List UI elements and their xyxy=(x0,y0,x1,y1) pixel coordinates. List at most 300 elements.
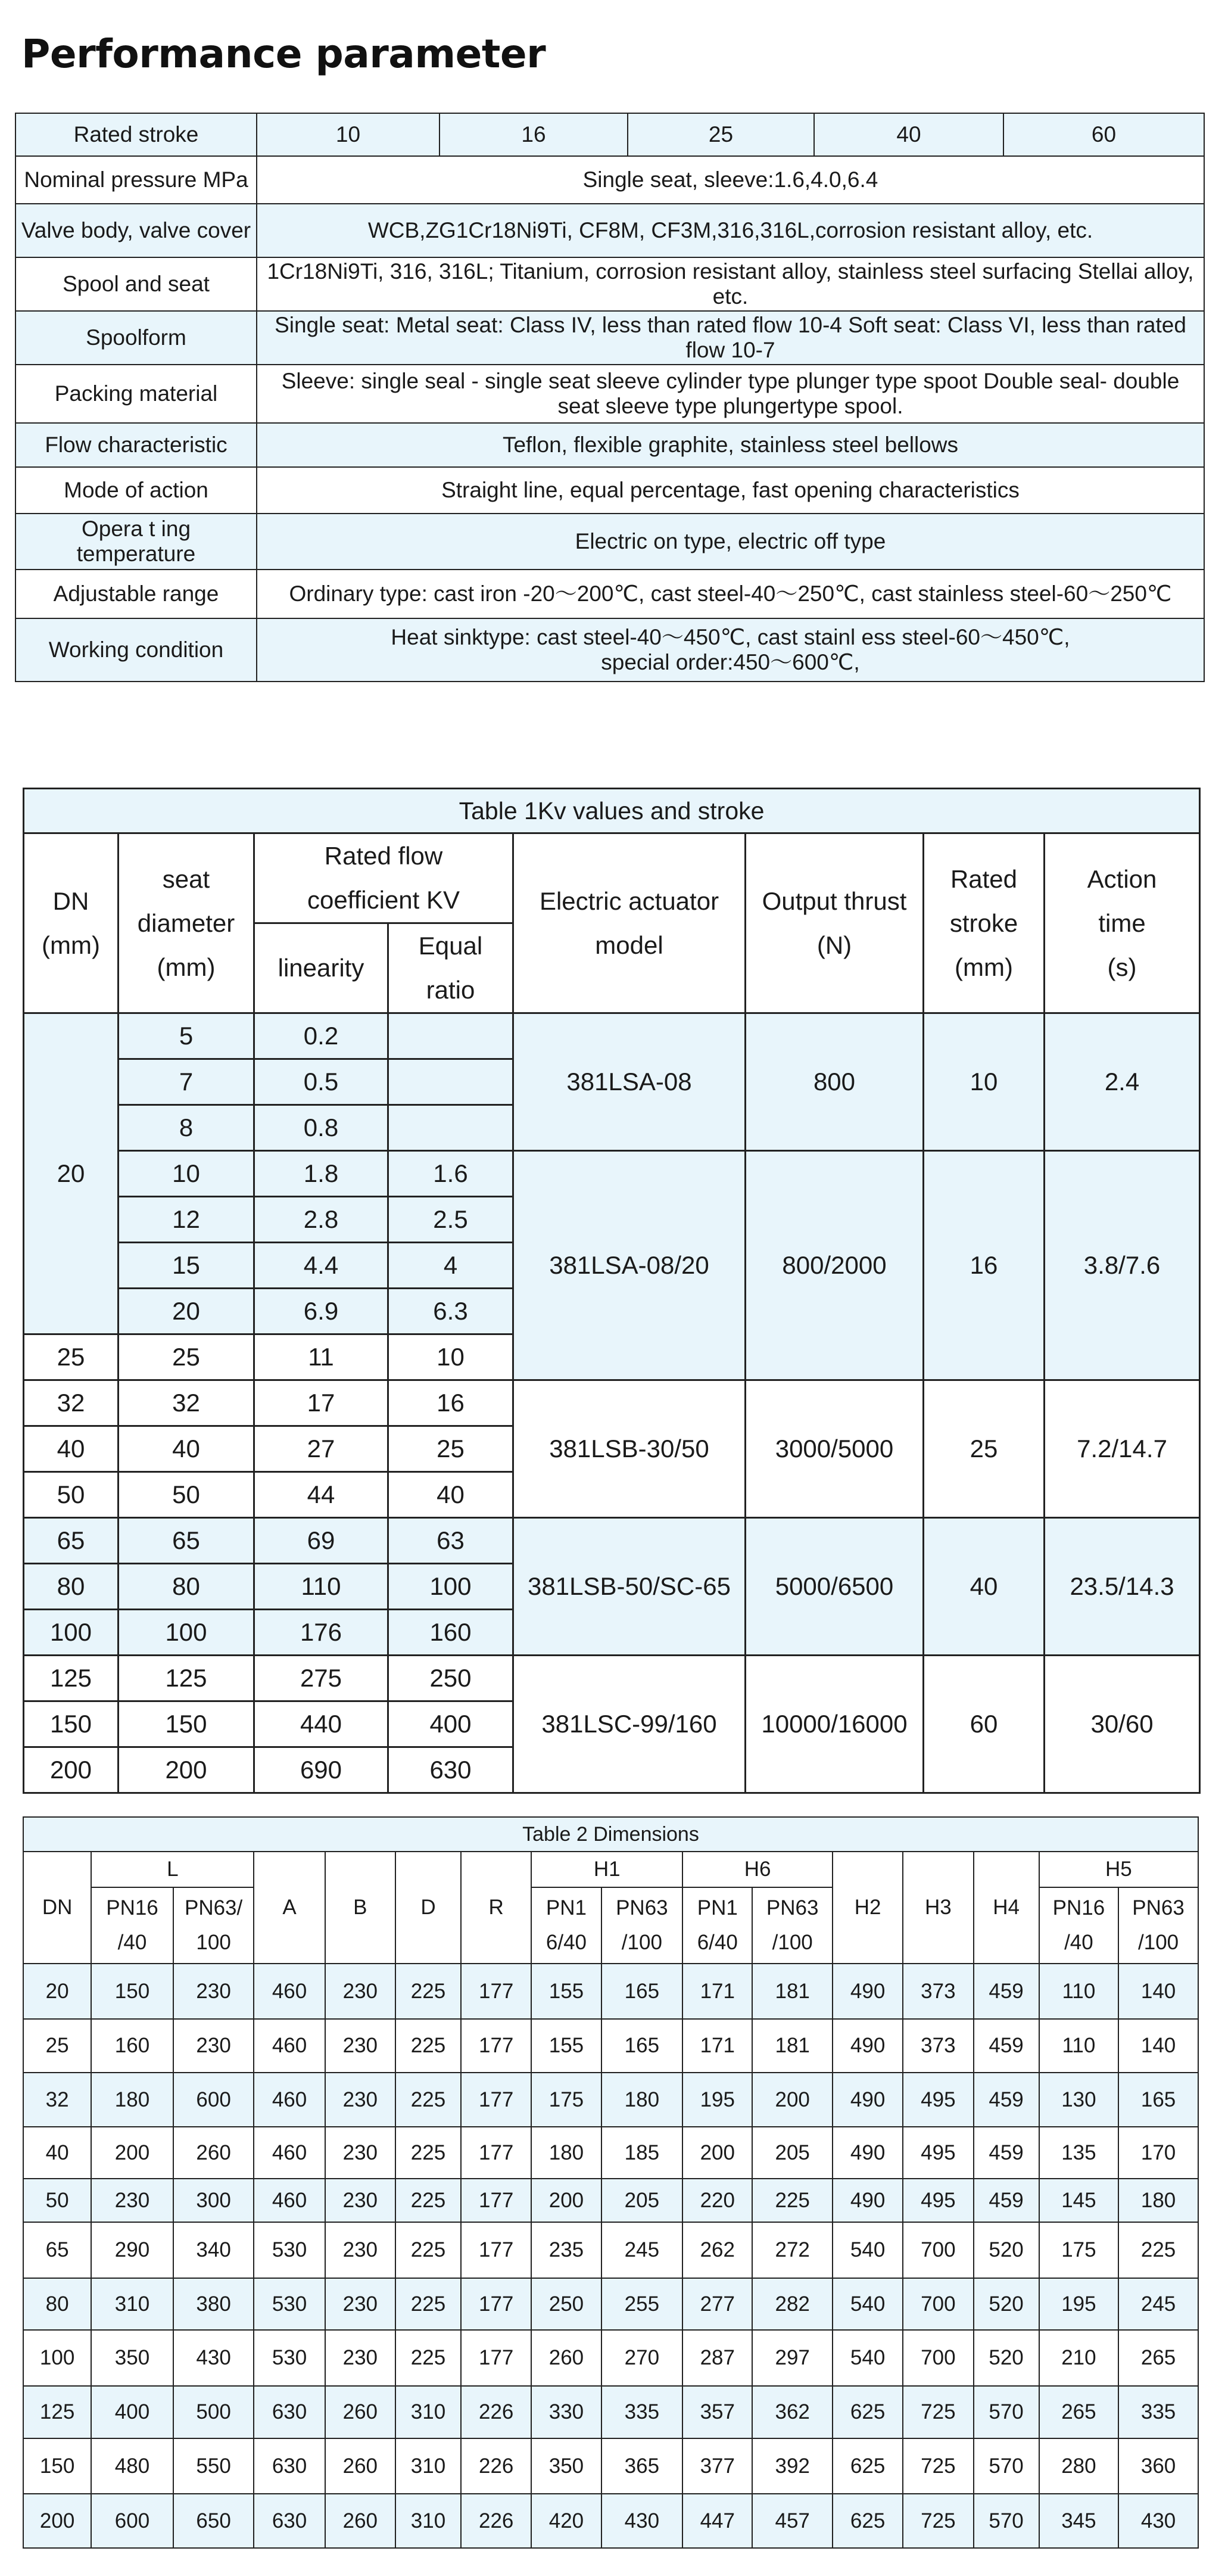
dims-value: 530 xyxy=(254,2222,325,2278)
dims-value: 310 xyxy=(395,2438,461,2494)
dimensions-table xyxy=(23,1816,1199,2549)
dims-value: 155 xyxy=(531,1964,601,2019)
dims-value: 230 xyxy=(173,2019,254,2073)
kv-equal-ratio: 250 xyxy=(388,1656,513,1701)
perf-value: Teflon, flexible graphite, stainless steel bellows xyxy=(257,423,1204,467)
table-row xyxy=(23,2127,1198,2179)
dims-value: 225 xyxy=(752,2179,833,2222)
perf-value: Straight line, equal percentage, fast opening characteristics xyxy=(257,467,1204,514)
header-output-thrust: Output thrust (N) xyxy=(746,833,924,1013)
dims-value: 460 xyxy=(254,2127,325,2179)
kv-rated-stroke: 40 xyxy=(924,1518,1045,1656)
dims-value: 175 xyxy=(531,2073,601,2127)
table-caption: Table 1Kv values and stroke xyxy=(24,789,1200,833)
kv-linearity: 4.4 xyxy=(254,1243,388,1289)
dims-value: 460 xyxy=(254,2179,325,2222)
dims-value: 260 xyxy=(173,2127,254,2179)
dims-value: 490 xyxy=(833,1964,903,2019)
dims-value: 630 xyxy=(254,2494,325,2548)
header-h6: H6 xyxy=(682,1852,833,1887)
dims-value: 490 xyxy=(833,2019,903,2073)
dims-value: 181 xyxy=(752,1964,833,2019)
kv-seat: 20 xyxy=(119,1289,254,1334)
dims-value: 495 xyxy=(903,2179,973,2222)
dims-value: 205 xyxy=(601,2179,683,2222)
kv-linearity: 2.8 xyxy=(254,1197,388,1243)
dims-value: 270 xyxy=(601,2330,683,2386)
kv-rated-stroke: 60 xyxy=(924,1656,1045,1793)
kv-seat: 80 xyxy=(119,1564,254,1610)
kv-linearity: 1.8 xyxy=(254,1151,388,1197)
dims-value: 540 xyxy=(833,2330,903,2386)
header-dn: DN (mm) xyxy=(24,833,119,1013)
perf-stroke-cell: 60 xyxy=(1003,113,1204,156)
kv-linearity: 176 xyxy=(254,1610,388,1656)
dims-value: 310 xyxy=(395,2494,461,2548)
dims-value: 226 xyxy=(461,2438,531,2494)
dims-value: 530 xyxy=(254,2330,325,2386)
header-h2: H2 xyxy=(833,1852,903,1964)
header-h6-pn63: PN63 /100 xyxy=(752,1887,833,1964)
dims-value: 210 xyxy=(1039,2330,1119,2386)
dims-value: 540 xyxy=(833,2278,903,2330)
dims-value: 225 xyxy=(395,2330,461,2386)
perf-stroke-cell: 10 xyxy=(257,113,439,156)
kv-dn: 125 xyxy=(24,1656,119,1701)
kv-actuator-model: 381LSA-08/20 xyxy=(513,1151,746,1380)
dims-value: 230 xyxy=(325,2179,395,2222)
dims-value: 225 xyxy=(395,2019,461,2073)
kv-linearity: 0.2 xyxy=(254,1013,388,1059)
dims-value: 700 xyxy=(903,2330,973,2386)
kv-equal-ratio: 25 xyxy=(388,1426,513,1472)
kv-rated-stroke: 16 xyxy=(924,1151,1045,1380)
kv-action-time: 3.8/7.6 xyxy=(1045,1151,1200,1380)
dims-value: 160 xyxy=(91,2019,173,2073)
dims-value: 490 xyxy=(833,2127,903,2179)
kv-equal-ratio: 2.5 xyxy=(388,1197,513,1243)
dims-value: 180 xyxy=(91,2073,173,2127)
dims-value: 377 xyxy=(682,2438,752,2494)
dims-value: 282 xyxy=(752,2278,833,2330)
dims-value: 177 xyxy=(461,2278,531,2330)
header-l: L xyxy=(91,1852,254,1887)
kv-seat: 5 xyxy=(119,1013,254,1059)
dims-value: 650 xyxy=(173,2494,254,2548)
dims-value: 185 xyxy=(601,2127,683,2179)
table-row xyxy=(23,2179,1198,2222)
perf-row xyxy=(15,514,1204,570)
dims-value: 350 xyxy=(531,2438,601,2494)
kv-dn: 40 xyxy=(24,1426,119,1472)
dims-value: 177 xyxy=(461,2222,531,2278)
dims-value: 230 xyxy=(91,2179,173,2222)
dims-dn: 40 xyxy=(23,2127,91,2179)
dims-value: 630 xyxy=(254,2438,325,2494)
dims-value: 392 xyxy=(752,2438,833,2494)
dims-dn: 32 xyxy=(23,2073,91,2127)
kv-linearity: 275 xyxy=(254,1656,388,1701)
perf-row xyxy=(15,257,1204,311)
dims-value: 255 xyxy=(601,2278,683,2330)
kv-equal-ratio xyxy=(388,1059,513,1105)
header-rated-stroke: Rated stroke (mm) xyxy=(924,833,1045,1013)
kv-seat: 8 xyxy=(119,1105,254,1151)
dims-value: 490 xyxy=(833,2179,903,2222)
dims-value: 357 xyxy=(682,2386,752,2438)
perf-value: Electric on type, electric off type xyxy=(257,514,1204,570)
dims-value: 180 xyxy=(531,2127,601,2179)
dims-value: 230 xyxy=(325,2278,395,2330)
dims-value: 345 xyxy=(1039,2494,1119,2548)
dims-value: 380 xyxy=(173,2278,254,2330)
dims-value: 300 xyxy=(173,2179,254,2222)
kv-linearity: 11 xyxy=(254,1334,388,1380)
dims-value: 245 xyxy=(1118,2278,1198,2330)
dims-value: 459 xyxy=(974,2179,1039,2222)
dims-value: 495 xyxy=(903,2127,973,2179)
kv-dn: 65 xyxy=(24,1518,119,1564)
dimensions-body xyxy=(23,1964,1198,2548)
dims-value: 530 xyxy=(254,2278,325,2330)
perf-row xyxy=(15,113,1204,156)
header-d: D xyxy=(395,1852,461,1964)
perf-row xyxy=(15,467,1204,514)
dims-value: 225 xyxy=(395,2179,461,2222)
dims-value: 459 xyxy=(974,1964,1039,2019)
kv-equal-ratio: 63 xyxy=(388,1518,513,1564)
kv-seat: 50 xyxy=(119,1472,254,1518)
dims-value: 145 xyxy=(1039,2179,1119,2222)
dims-value: 230 xyxy=(325,1964,395,2019)
dims-value: 110 xyxy=(1039,1964,1119,2019)
dims-value: 330 xyxy=(531,2386,601,2438)
dims-value: 373 xyxy=(903,2019,973,2073)
dims-dn: 25 xyxy=(23,2019,91,2073)
perf-row xyxy=(15,204,1204,257)
dims-value: 165 xyxy=(1118,2073,1198,2127)
dims-value: 625 xyxy=(833,2494,903,2548)
dims-value: 340 xyxy=(173,2222,254,2278)
dims-dn: 150 xyxy=(23,2438,91,2494)
dims-value: 220 xyxy=(682,2179,752,2222)
dims-value: 265 xyxy=(1039,2386,1119,2438)
perf-label: Adjustable range xyxy=(15,570,257,618)
dims-value: 225 xyxy=(395,2073,461,2127)
dims-value: 400 xyxy=(91,2386,173,2438)
perf-stroke-cell: 25 xyxy=(628,113,814,156)
dims-value: 700 xyxy=(903,2278,973,2330)
table-row xyxy=(23,2073,1198,2127)
dims-value: 140 xyxy=(1118,1964,1198,2019)
kv-linearity: 0.5 xyxy=(254,1059,388,1105)
kv-dn: 100 xyxy=(24,1610,119,1656)
dims-value: 110 xyxy=(1039,2019,1119,2073)
dims-value: 245 xyxy=(601,2222,683,2278)
dims-value: 177 xyxy=(461,2330,531,2386)
dims-value: 195 xyxy=(1039,2278,1119,2330)
kv-equal-ratio xyxy=(388,1013,513,1059)
dims-value: 205 xyxy=(752,2127,833,2179)
perf-value: WCB,ZG1Cr18Ni9Ti, CF8M, CF3M,316,316L,corrosion resistant alloy, etc. xyxy=(257,204,1204,257)
dims-value: 297 xyxy=(752,2330,833,2386)
perf-label: Opera t ing temperature xyxy=(15,514,257,570)
dims-value: 260 xyxy=(325,2386,395,2438)
dims-value: 570 xyxy=(974,2386,1039,2438)
dims-value: 520 xyxy=(974,2278,1039,2330)
kv-equal-ratio xyxy=(388,1105,513,1151)
dims-value: 225 xyxy=(395,1964,461,2019)
kv-equal-ratio: 40 xyxy=(388,1472,513,1518)
kv-dn: 150 xyxy=(24,1701,119,1747)
kv-linearity: 27 xyxy=(254,1426,388,1472)
table-caption: Table 2 Dimensions xyxy=(23,1817,1198,1852)
dims-value: 175 xyxy=(1039,2222,1119,2278)
dims-value: 250 xyxy=(531,2278,601,2330)
perf-label: Spoolform xyxy=(15,311,257,365)
table-row xyxy=(23,2494,1198,2548)
dims-value: 195 xyxy=(682,2073,752,2127)
table-row xyxy=(23,2386,1198,2438)
kv-seat: 10 xyxy=(119,1151,254,1197)
dims-value: 200 xyxy=(752,2073,833,2127)
perf-stroke-cell: 40 xyxy=(814,113,1003,156)
header-dn: DN xyxy=(23,1852,91,1964)
dims-value: 200 xyxy=(531,2179,601,2222)
kv-seat: 25 xyxy=(119,1334,254,1380)
perf-label: Spool and seat xyxy=(15,257,257,311)
dims-value: 230 xyxy=(325,2330,395,2386)
perf-row xyxy=(15,311,1204,365)
dims-value: 150 xyxy=(91,1964,173,2019)
dims-value: 272 xyxy=(752,2222,833,2278)
kv-actuator-model: 381LSB-50/SC-65 xyxy=(513,1518,746,1656)
dims-value: 225 xyxy=(1118,2222,1198,2278)
dims-value: 262 xyxy=(682,2222,752,2278)
dims-value: 447 xyxy=(682,2494,752,2548)
dims-value: 226 xyxy=(461,2386,531,2438)
perf-row xyxy=(15,423,1204,467)
dims-value: 260 xyxy=(325,2494,395,2548)
dims-value: 165 xyxy=(601,1964,683,2019)
kv-output-thrust: 800/2000 xyxy=(746,1151,924,1380)
dims-value: 230 xyxy=(325,2073,395,2127)
dims-value: 600 xyxy=(173,2073,254,2127)
kv-linearity: 44 xyxy=(254,1472,388,1518)
dims-value: 180 xyxy=(1118,2179,1198,2222)
dims-value: 130 xyxy=(1039,2073,1119,2127)
dims-value: 177 xyxy=(461,1964,531,2019)
dims-value: 550 xyxy=(173,2438,254,2494)
dims-value: 725 xyxy=(903,2386,973,2438)
dims-value: 430 xyxy=(1118,2494,1198,2548)
kv-seat: 7 xyxy=(119,1059,254,1105)
table-row xyxy=(23,2438,1198,2494)
kv-linearity: 440 xyxy=(254,1701,388,1747)
dims-value: 170 xyxy=(1118,2127,1198,2179)
header-h5: H5 xyxy=(1039,1852,1198,1887)
dims-value: 540 xyxy=(833,2222,903,2278)
dims-value: 420 xyxy=(531,2494,601,2548)
header-actuator-model: Electric actuator model xyxy=(513,833,746,1013)
kv-equal-ratio: 400 xyxy=(388,1701,513,1747)
perf-value: Single seat: Metal seat: Class IV, less than rated flow 10-4 Soft seat: Class VI, less than rated flow 10-7 xyxy=(257,311,1204,365)
kv-linearity: 110 xyxy=(254,1564,388,1610)
dims-value: 140 xyxy=(1118,2019,1198,2073)
kv-seat: 150 xyxy=(119,1701,254,1747)
dims-value: 460 xyxy=(254,2019,325,2073)
kv-output-thrust: 800 xyxy=(746,1013,924,1151)
perf-label: Rated stroke xyxy=(15,113,257,156)
dims-value: 171 xyxy=(682,1964,752,2019)
dims-value: 177 xyxy=(461,2019,531,2073)
dims-value: 310 xyxy=(395,2386,461,2438)
table-row xyxy=(23,2222,1198,2278)
kv-actuator-model: 381LSC-99/160 xyxy=(513,1656,746,1793)
dims-value: 335 xyxy=(601,2386,683,2438)
dims-dn: 100 xyxy=(23,2330,91,2386)
table-row xyxy=(23,2330,1198,2386)
kv-dn: 80 xyxy=(24,1564,119,1610)
perf-row xyxy=(15,156,1204,204)
kv-equal-ratio: 160 xyxy=(388,1610,513,1656)
kv-seat: 12 xyxy=(119,1197,254,1243)
header-seat-diameter: seat diameter (mm) xyxy=(119,833,254,1013)
kv-actuator-model: 381LSA-08 xyxy=(513,1013,746,1151)
dims-value: 177 xyxy=(461,2127,531,2179)
kv-equal-ratio: 4 xyxy=(388,1243,513,1289)
kv-equal-ratio: 6.3 xyxy=(388,1289,513,1334)
kv-table xyxy=(23,788,1201,1794)
page-title: Performance parameter xyxy=(21,31,546,77)
dims-value: 226 xyxy=(461,2494,531,2548)
dims-value: 460 xyxy=(254,1964,325,2019)
dims-value: 350 xyxy=(91,2330,173,2386)
perf-value: 1Cr18Ni9Ti, 316, 316L; Titanium, corrosion resistant alloy, stainless steel surfacing Stellai alloy, etc. xyxy=(257,257,1204,311)
dims-dn: 125 xyxy=(23,2386,91,2438)
dims-value: 177 xyxy=(461,2179,531,2222)
perf-stroke-cell: 16 xyxy=(439,113,628,156)
kv-seat: 32 xyxy=(119,1380,254,1426)
dims-value: 725 xyxy=(903,2438,973,2494)
dims-value: 725 xyxy=(903,2494,973,2548)
dims-value: 700 xyxy=(903,2222,973,2278)
header-a: A xyxy=(254,1852,325,1964)
dims-value: 225 xyxy=(395,2278,461,2330)
kv-seat: 40 xyxy=(119,1426,254,1472)
header-linearity: linearity xyxy=(254,923,388,1013)
dims-value: 459 xyxy=(974,2019,1039,2073)
dims-value: 570 xyxy=(974,2438,1039,2494)
perf-value: Single seat, sleeve:1.6,4.0,6.4 xyxy=(257,156,1204,204)
dims-value: 277 xyxy=(682,2278,752,2330)
perf-value: Ordinary type: cast iron -20～200℃, cast steel-40～250℃, cast stainless steel-60～250℃ xyxy=(257,570,1204,618)
dims-value: 459 xyxy=(974,2073,1039,2127)
header-h3: H3 xyxy=(903,1852,973,1964)
kv-action-time: 23.5/14.3 xyxy=(1045,1518,1200,1656)
dims-value: 365 xyxy=(601,2438,683,2494)
perf-label: Packing material xyxy=(15,365,257,423)
kv-action-time: 7.2/14.7 xyxy=(1045,1380,1200,1518)
dims-value: 362 xyxy=(752,2386,833,2438)
dims-value: 290 xyxy=(91,2222,173,2278)
dims-dn: 50 xyxy=(23,2179,91,2222)
dims-value: 225 xyxy=(395,2127,461,2179)
kv-dn: 50 xyxy=(24,1472,119,1518)
perf-label: Nominal pressure MPa xyxy=(15,156,257,204)
kv-equal-ratio: 10 xyxy=(388,1334,513,1380)
kv-linearity: 69 xyxy=(254,1518,388,1564)
perf-row xyxy=(15,365,1204,423)
dims-value: 287 xyxy=(682,2330,752,2386)
dims-value: 200 xyxy=(682,2127,752,2179)
table-row xyxy=(23,2019,1198,2073)
dims-value: 520 xyxy=(974,2330,1039,2386)
dims-value: 200 xyxy=(91,2127,173,2179)
kv-equal-ratio: 16 xyxy=(388,1380,513,1426)
header-equal-ratio: Equal ratio xyxy=(388,923,513,1013)
perf-label: Working condition xyxy=(15,618,257,682)
dims-value: 177 xyxy=(461,2073,531,2127)
kv-seat: 15 xyxy=(119,1243,254,1289)
header-b: B xyxy=(325,1852,395,1964)
kv-equal-ratio: 630 xyxy=(388,1747,513,1793)
kv-linearity: 17 xyxy=(254,1380,388,1426)
dims-value: 457 xyxy=(752,2494,833,2548)
header-action-time: Action time (s) xyxy=(1045,833,1200,1013)
header-rated-flow: Rated flow coefficient KV xyxy=(254,833,513,923)
dims-value: 600 xyxy=(91,2494,173,2548)
kv-linearity: 6.9 xyxy=(254,1289,388,1334)
dims-dn: 80 xyxy=(23,2278,91,2330)
dims-value: 230 xyxy=(173,1964,254,2019)
header-r: R xyxy=(461,1852,531,1964)
dims-value: 500 xyxy=(173,2386,254,2438)
kv-actuator-model: 381LSB-30/50 xyxy=(513,1380,746,1518)
header-h1-pn63: PN63 /100 xyxy=(601,1887,683,1964)
kv-rated-stroke: 10 xyxy=(924,1013,1045,1151)
dims-value: 171 xyxy=(682,2019,752,2073)
kv-seat: 100 xyxy=(119,1610,254,1656)
perf-label: Valve body, valve cover xyxy=(15,204,257,257)
perf-row xyxy=(15,618,1204,682)
dims-dn: 65 xyxy=(23,2222,91,2278)
dims-value: 460 xyxy=(254,2073,325,2127)
dims-value: 155 xyxy=(531,2019,601,2073)
kv-linearity: 0.8 xyxy=(254,1105,388,1151)
perf-value: Heat sinktype: cast steel-40～450℃, cast stainl ess steel-60～450℃, special order:450～600℃, xyxy=(257,618,1204,682)
dims-value: 480 xyxy=(91,2438,173,2494)
kv-dn: 20 xyxy=(24,1013,119,1334)
kv-equal-ratio: 1.6 xyxy=(388,1151,513,1197)
dims-value: 260 xyxy=(325,2438,395,2494)
dims-value: 459 xyxy=(974,2127,1039,2179)
kv-output-thrust: 3000/5000 xyxy=(746,1380,924,1518)
dims-value: 225 xyxy=(395,2222,461,2278)
header-l-pn16: PN16 /40 xyxy=(91,1887,173,1964)
kv-seat: 200 xyxy=(119,1747,254,1793)
perf-label: Mode of action xyxy=(15,467,257,514)
dims-value: 520 xyxy=(974,2222,1039,2278)
dims-value: 360 xyxy=(1118,2438,1198,2494)
header-h4: H4 xyxy=(974,1852,1039,1964)
kv-output-thrust: 10000/16000 xyxy=(746,1656,924,1793)
dims-value: 430 xyxy=(173,2330,254,2386)
performance-table xyxy=(15,113,1205,682)
dims-value: 310 xyxy=(91,2278,173,2330)
dims-value: 280 xyxy=(1039,2438,1119,2494)
dims-value: 260 xyxy=(531,2330,601,2386)
